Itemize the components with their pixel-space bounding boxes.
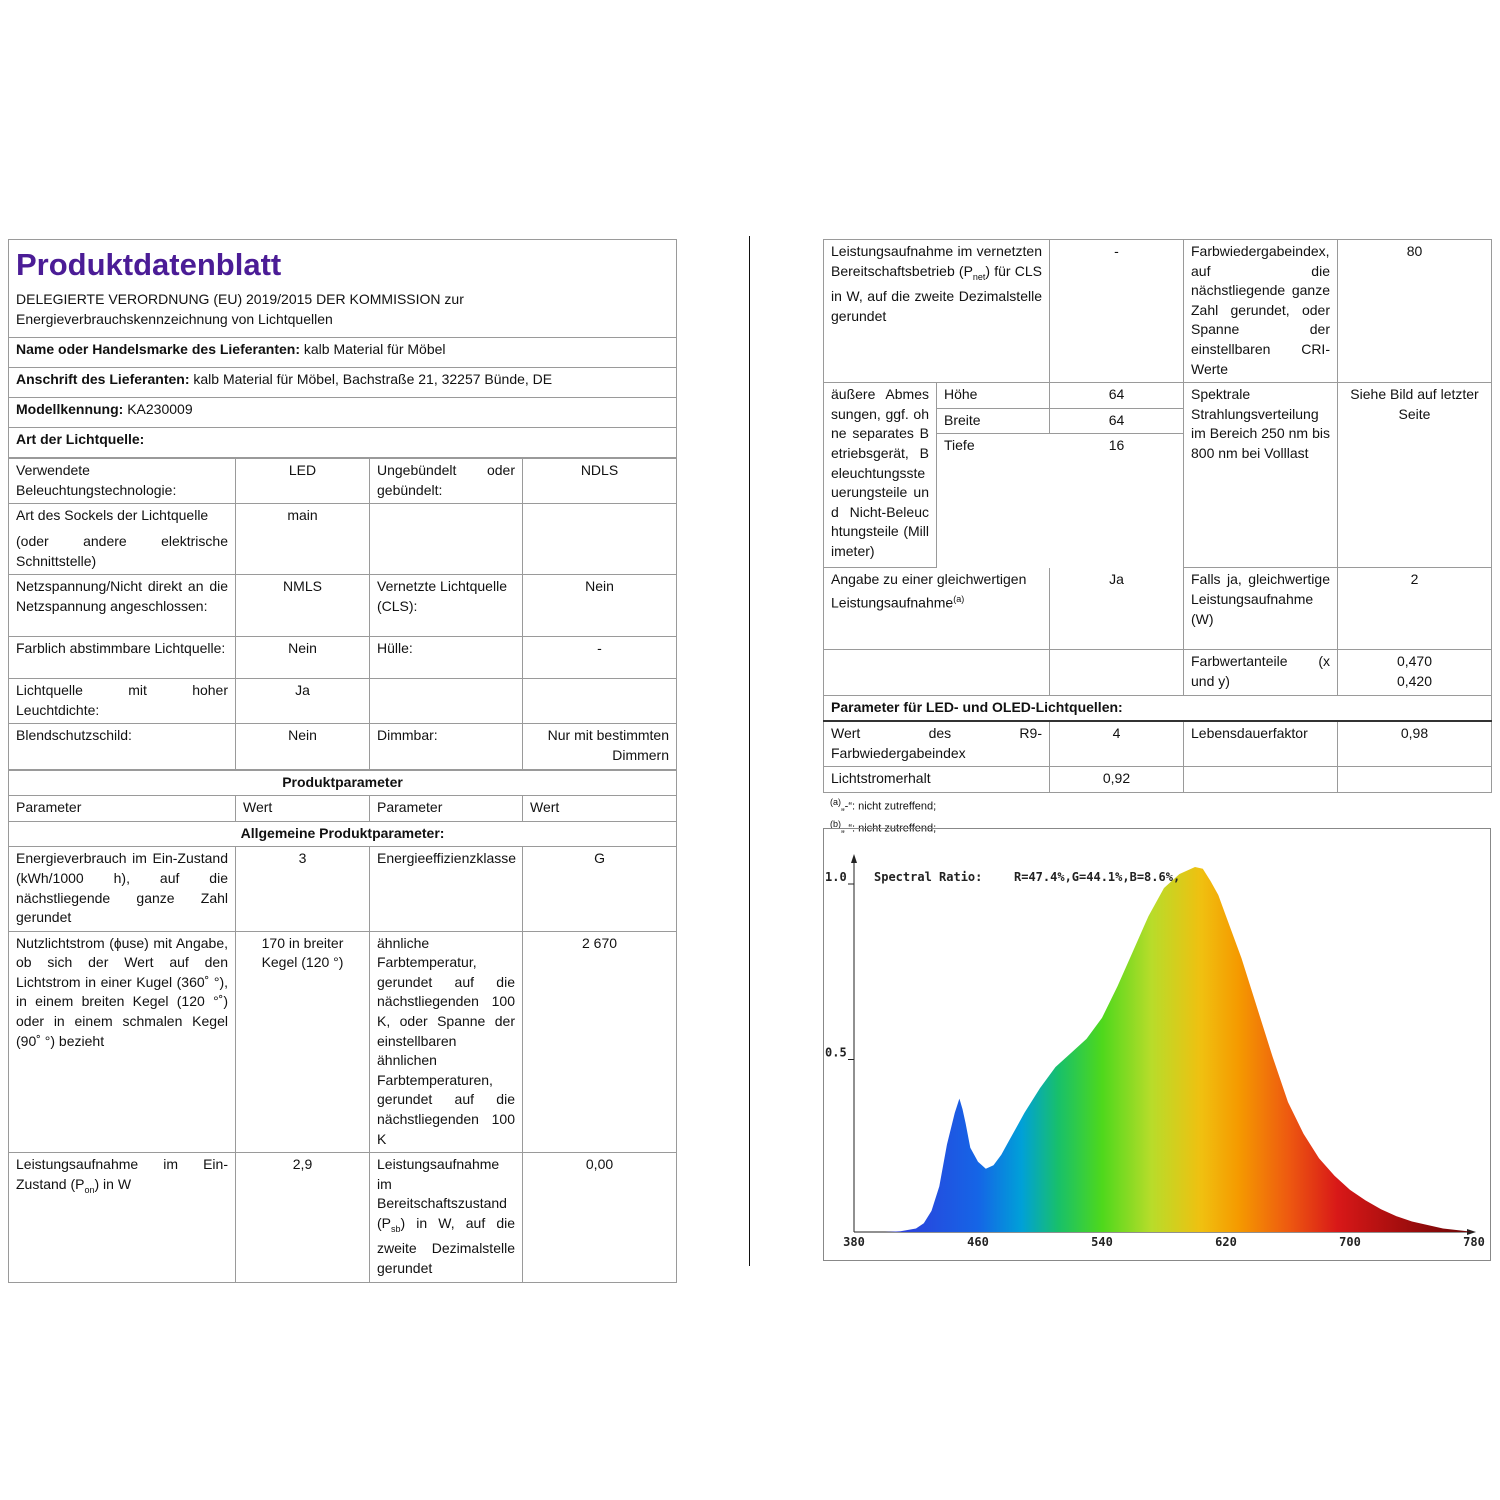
table-row bbox=[9, 575, 677, 637]
param-label: ähnliche Farbtemperatur, gerundet auf die nächstliegenden 100 K, oder Spanne der einstellbaren ähnlichen Farbtemperaturen, gerundet auf die nächstliegenden 100 K bbox=[370, 931, 523, 1153]
table-row bbox=[824, 650, 1492, 695]
footnote-text: „-“: nicht zutreffend; bbox=[841, 822, 937, 835]
param-label: Vernetzte Lichtquelle (CLS): bbox=[370, 575, 523, 637]
light-type-label: Art der Lichtquelle: bbox=[9, 428, 677, 458]
footnote-mark: (b) bbox=[830, 818, 841, 829]
x-tick-label: 380 bbox=[843, 1235, 865, 1249]
param-label-part: ) für CLS in W, auf die zweite Dezimalstelle gerundet bbox=[831, 262, 1042, 324]
param-value: 0,98 bbox=[1338, 721, 1492, 767]
param-value: 3 bbox=[236, 847, 370, 931]
param-value: 0,92 bbox=[1050, 767, 1184, 793]
x-tick-label: 460 bbox=[967, 1235, 989, 1249]
param-label: Ungebündelt oder gebündelt: bbox=[370, 459, 523, 504]
param-value: 2,9 bbox=[236, 1153, 370, 1282]
param-value: - bbox=[1050, 240, 1184, 383]
table-row bbox=[9, 931, 677, 1153]
param-value: Ja bbox=[1050, 568, 1184, 650]
supplier-name-label: Name oder Handelsmarke des Lieferanten: bbox=[16, 341, 300, 358]
param-value: Nein bbox=[236, 637, 370, 679]
param-label: Wert des R9-Farbwiedergabeindex bbox=[824, 721, 1050, 767]
dimension-value: 16 bbox=[1050, 434, 1184, 568]
supplier-name-value: kalb Material für Möbel bbox=[303, 341, 446, 358]
right-datasheet bbox=[823, 239, 1491, 834]
param-label-subscript: net bbox=[972, 271, 986, 282]
param-label: Dimmbar: bbox=[370, 724, 523, 769]
param-label bbox=[824, 240, 1050, 383]
spectrum-chart bbox=[823, 828, 1491, 1261]
spectrum-chart-svg bbox=[824, 829, 1490, 1260]
chart-title: Spectral Ratio: bbox=[874, 870, 983, 884]
param-label: Energieeffizienzklasse bbox=[370, 847, 523, 931]
y-tick-label: 1.0 bbox=[825, 870, 847, 884]
empty-cell bbox=[1184, 767, 1338, 793]
param-label-part: Leistungsaufnahme im Ein-Zustand (P bbox=[16, 1156, 228, 1192]
chromaticity-y: 0,420 bbox=[1396, 672, 1433, 689]
product-params-table bbox=[8, 770, 677, 1283]
param-label bbox=[824, 568, 1050, 650]
param-value: NMLS bbox=[236, 575, 370, 637]
y-tick-label: 0.5 bbox=[825, 1045, 847, 1060]
param-label-part: ) in W bbox=[94, 1175, 132, 1192]
product-params-heading: Produktparameter bbox=[9, 770, 677, 796]
dimension-value: 64 bbox=[1050, 383, 1184, 409]
param-label-subscript: on bbox=[84, 1184, 95, 1195]
param-value: Siehe Bild auf letzter Seite bbox=[1338, 383, 1492, 568]
param-label: Spektrale Strahlungsverteilung im Bereich 250 nm bis 800 nm bei Volllast bbox=[1184, 383, 1338, 568]
table-row bbox=[9, 1153, 677, 1282]
param-value bbox=[1338, 650, 1492, 695]
footnote-ref: (a) bbox=[953, 593, 965, 604]
model-label: Modellkennung: bbox=[16, 401, 124, 418]
param-label: Verwendete Beleuchtungstechnologie: bbox=[9, 459, 236, 504]
general-params-heading: Allgemeine Produktparameter: bbox=[9, 821, 677, 847]
param-label: äußere Abmessungen, ggf. ohne separates Betriebsgerät, Beleuchtungssteuerungsteile und Nicht-Beleuchtungsteile (Millimeter) bbox=[824, 383, 937, 568]
param-value bbox=[523, 504, 677, 575]
table-row bbox=[9, 459, 677, 504]
param-label: Netzspannung/Nicht direkt an die Netzspannung angeschlossen: bbox=[9, 575, 236, 637]
param-label: Energieverbrauch im Ein-Zustand (kWh/1000 h), auf die nächstliegende ganze Zahl gerundet bbox=[9, 847, 236, 931]
param-label: Farbwertanteile (x und y) bbox=[1184, 650, 1338, 695]
param-label-subscript: sb bbox=[391, 1223, 401, 1234]
dimension-value: 64 bbox=[1050, 408, 1184, 434]
led-params-heading: Parameter für LED- und OLED-Lichtquellen: bbox=[824, 695, 1492, 721]
regulation-line-1: DELEGIERTE VERORDNUNG (EU) 2019/2015 DER KOMMISSION zur bbox=[16, 291, 464, 307]
table-row bbox=[9, 637, 677, 679]
col-header-parameter: Parameter bbox=[370, 796, 523, 822]
param-label bbox=[370, 1153, 523, 1282]
x-tick-label: 700 bbox=[1339, 1235, 1361, 1249]
footnote-a bbox=[830, 797, 1491, 813]
param-value: NDLS bbox=[523, 459, 677, 504]
param-label: Farblich abstimmbare Lichtquelle: bbox=[9, 637, 236, 679]
param-label-part: Angabe zu einer gleichwertigen Leistungsaufnahme bbox=[831, 571, 1027, 611]
param-value: LED bbox=[236, 459, 370, 504]
param-value: Nein bbox=[523, 575, 677, 637]
header-table bbox=[8, 239, 677, 458]
right-params-table bbox=[823, 239, 1492, 793]
param-label-line: Art des Sockels der Lichtquelle bbox=[16, 507, 209, 524]
table-row bbox=[9, 504, 677, 575]
page-title: Produktdatenblatt bbox=[16, 247, 282, 282]
y-axis-arrow bbox=[851, 854, 857, 863]
supplier-address-label: Anschrift des Lieferanten: bbox=[16, 371, 190, 388]
regulation-line-2: Energieverbrauchskennzeichnung von Lichtquellen bbox=[16, 310, 333, 327]
empty-cell bbox=[1338, 767, 1492, 793]
model-value: KA230009 bbox=[127, 401, 193, 418]
param-label-part: ) in W, auf die zweite Dezimalstelle gerundet bbox=[377, 1215, 515, 1276]
dimension-label: Höhe bbox=[937, 383, 1050, 409]
x-tick-label: 540 bbox=[1091, 1235, 1113, 1249]
table-row bbox=[9, 679, 677, 724]
dimension-label: Tiefe bbox=[937, 434, 1050, 568]
param-label-part: Leistungsaufnahme im vernetzten Bereitschaftsbetrieb (P bbox=[831, 243, 1042, 279]
col-header-parameter: Parameter bbox=[9, 796, 236, 822]
param-label bbox=[9, 504, 236, 575]
spectrum-area bbox=[854, 867, 1474, 1232]
param-value: main bbox=[236, 504, 370, 575]
spectrum-curve bbox=[854, 867, 1474, 1232]
dimension-label: Breite bbox=[937, 408, 1050, 434]
chromaticity-x: 0,470 bbox=[1396, 653, 1433, 670]
col-header-value: Wert bbox=[236, 796, 370, 822]
param-value: - bbox=[523, 637, 677, 679]
param-value: 2 670 bbox=[523, 931, 677, 1153]
table-row bbox=[824, 767, 1492, 793]
param-value: 2 bbox=[1338, 568, 1492, 650]
param-label: Lichtquelle mit hoher Leuchtdichte: bbox=[9, 679, 236, 724]
param-value: 80 bbox=[1338, 240, 1492, 383]
col-header-value: Wert bbox=[523, 796, 677, 822]
param-label: Nutzlichtstrom (ɸuse) mit Angabe, ob sich der Wert auf den Lichtstrom in einer Kugel (360˚ °), in einem breiten Kegel (120 °˚) oder in einem schmalen Kegel (90˚ °) bezieht bbox=[9, 931, 236, 1153]
param-value: Nein bbox=[236, 724, 370, 769]
param-value: 4 bbox=[1050, 721, 1184, 767]
param-label bbox=[370, 504, 523, 575]
footnote-mark: (a) bbox=[830, 796, 841, 807]
param-label: Hülle: bbox=[370, 637, 523, 679]
param-label bbox=[370, 679, 523, 724]
x-tick-label: 620 bbox=[1215, 1235, 1237, 1249]
param-value: 0,00 bbox=[523, 1153, 677, 1282]
page-divider bbox=[749, 236, 750, 1266]
param-label: Falls ja, gleichwertige Leistungsaufnahme (W) bbox=[1184, 568, 1338, 650]
table-row bbox=[824, 383, 1492, 409]
param-label: Lebensdauerfaktor bbox=[1184, 721, 1338, 767]
table-row bbox=[824, 721, 1492, 767]
param-label-line: (oder andere elektrische Schnittstelle) bbox=[16, 532, 228, 569]
param-value: 170 in breiter Kegel (120 °) bbox=[236, 931, 370, 1153]
table-row bbox=[824, 240, 1492, 383]
empty-cell bbox=[1050, 650, 1184, 695]
param-value: G bbox=[523, 847, 677, 931]
param-value: Ja bbox=[236, 679, 370, 724]
light-type-table bbox=[8, 458, 677, 769]
table-row bbox=[824, 568, 1492, 650]
left-datasheet bbox=[8, 239, 676, 1283]
param-label-part: Leistungsaufnahme im Bereitschaftszustand (P bbox=[377, 1156, 507, 1231]
param-label: Farbwiedergabeindex, auf die nächstliegende ganze Zahl gerundet, oder Spanne der einstellbaren CRI-Werte bbox=[1184, 240, 1338, 383]
param-label: Lichtstromerhalt bbox=[824, 767, 1050, 793]
param-label bbox=[9, 1153, 236, 1282]
param-value bbox=[523, 679, 677, 724]
param-label: Blendschutzschild: bbox=[9, 724, 236, 769]
table-row bbox=[9, 724, 677, 769]
footnote-text: „-“: nicht zutreffend; bbox=[841, 800, 937, 813]
empty-cell bbox=[824, 650, 1050, 695]
param-value: Nur mit bestimmten Dimmern bbox=[523, 724, 677, 769]
supplier-address-value: kalb Material für Möbel, Bachstraße 21, 32257 Bünde, DE bbox=[193, 371, 553, 388]
spectral-ratio: R=47.4%,G=44.1%,B=8.6%, bbox=[1014, 870, 1181, 884]
table-row bbox=[9, 847, 677, 931]
x-tick-label: 780 bbox=[1463, 1235, 1485, 1249]
